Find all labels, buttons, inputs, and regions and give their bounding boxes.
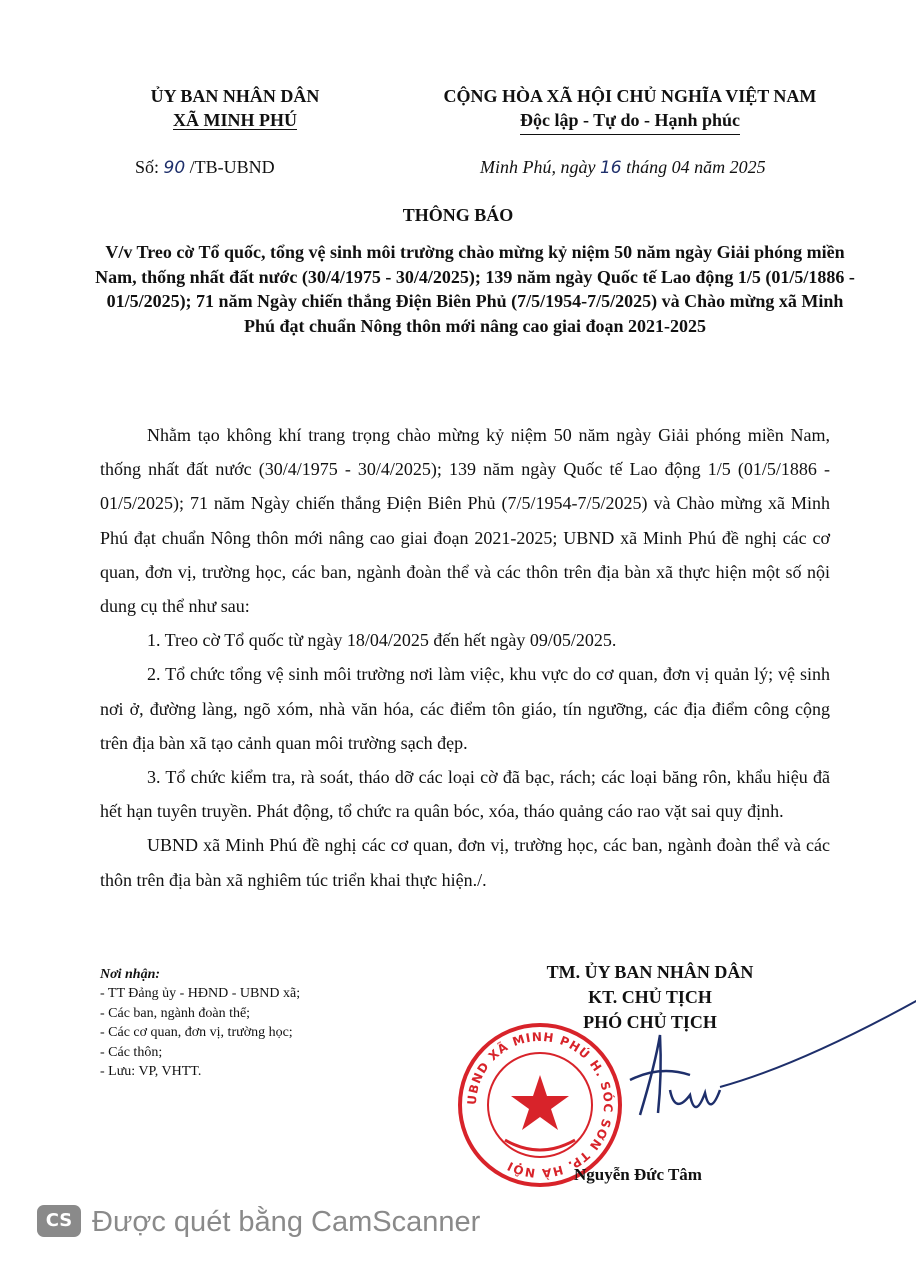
camscanner-logo-icon: CS <box>37 1205 81 1237</box>
document-body <box>100 418 830 897</box>
seal-text: UBND XÃ MINH PHÚ H. SÓC SƠN TP. HÀ NỘI <box>464 1029 616 1181</box>
list-item-2: 2. Tổ chức tổng vệ sinh môi trường nơi làm việc, khu vực do cơ quan, đơn vị quản lý; vệ sinh nơi ở, đường làng, ngõ xóm, nhà văn hóa, các điểm tôn giáo, tín ngưỡng, các địa điểm công cộng trên địa bàn xã tạo cảnh quan môi trường sạch đẹp. <box>100 664 830 753</box>
recipients-heading: Nơi nhận: <box>100 967 161 982</box>
recipient-item: - Lưu: VP, VHTT. <box>100 1064 202 1080</box>
signer-authority: TM. ỦY BAN NHÂN DÂN <box>546 962 754 982</box>
document-number <box>135 157 275 178</box>
camscanner-watermark-text: Được quét bằng CamScanner <box>92 1206 481 1238</box>
docno-handwritten: 90 <box>163 158 186 178</box>
recipient-item: - TT Đảng ủy - HĐND - UBND xã; <box>100 986 301 1002</box>
date-handwritten-day: 16 <box>599 158 622 178</box>
commune-name: XÃ MINH PHÚ <box>173 110 297 130</box>
recipient-item: - Các cơ quan, đơn vị, trường học; <box>100 1025 293 1041</box>
list-item-3: 3. Tổ chức kiểm tra, rà soát, tháo dỡ các loại cờ đã bạc, rách; các loại băng rôn, khẩu hiệu đã hết hạn tuyên truyền. Phát động, tổ chức ra quân bóc, xóa, tháo quảng cáo rao vặt sai quy định. <box>100 767 830 822</box>
document-date <box>480 157 766 178</box>
star-icon <box>511 1075 569 1130</box>
date-suffix: tháng 04 năm 2025 <box>626 157 766 177</box>
recipients-block <box>100 965 300 1081</box>
intro-paragraph: Nhằm tạo không khí trang trọng chào mừng kỷ niệm 50 năm ngày Giải phóng miền Nam, thống nhất đất nước (30/4/1975 - 30/4/2025); 139 năm ngày Quốc tế Lao động 1/5 (01/5/1886 - 01/5/2025); 71 năm Ngày chiến thắng Điện Biên Phủ (7/5/1954-7/5/2025) và Chào mừng xã Minh Phú đạt chuẩn Nông thôn mới nâng cao giai đoạn 2021-2025; UBND xã Minh Phú đề nghị các cơ quan, đơn vị, trường học, các ban, ngành đoàn thể và các thôn trên địa bàn xã thực hiện một số nội dung cụ thể như sau: <box>100 425 830 617</box>
recipient-item: - Các ban, ngành đoàn thể; <box>100 1005 251 1021</box>
signer-name: Nguyễn Đức Tâm <box>574 1165 702 1184</box>
document-title: THÔNG BÁO <box>402 205 514 225</box>
signer-title: PHÓ CHỦ TỊCH <box>583 1012 717 1032</box>
date-prefix: Minh Phú, ngày <box>480 157 596 177</box>
country-name: CỘNG HÒA XÃ HỘI CHỦ NGHĨA VIỆT NAM <box>443 86 817 106</box>
docno-suffix: /TB-UBND <box>189 157 275 177</box>
recipient-item: - Các thôn; <box>100 1044 163 1060</box>
list-item-1: 1. Treo cờ Tổ quốc từ ngày 18/04/2025 đến hết ngày 09/05/2025. <box>147 630 617 651</box>
issuing-organization <box>100 84 370 132</box>
docno-prefix: Số: <box>135 157 160 177</box>
document-subject: V/v Treo cờ Tổ quốc, tổng vệ sinh môi trường chào mừng kỷ niệm 50 năm ngày Giải phóng miền Nam, thống nhất đất nước (30/4/1975 - 30/4/2025); 139 năm ngày Quốc tế Lao động 1/5 (01/5/1886 - 01/5/2025); 71 năm Ngày chiến thắng Điện Biên Phủ (7/5/1954-7/5/2025) và Chào mừng xã Minh Phú đạt chuẩn Nông thôn mới nâng cao giai đoạn 2021-2025 <box>95 242 855 336</box>
signer-role: KT. CHỦ TỊCH <box>588 987 712 1007</box>
closing-paragraph: UBND xã Minh Phú đề nghị các cơ quan, đơn vị, trường học, các ban, ngành đoàn thể và các thôn trên địa bàn xã nghiêm túc triển khai thực hiện./. <box>100 835 830 890</box>
handwritten-signature <box>600 995 916 1145</box>
national-motto: Độc lập - Tự do - Hạnh phúc <box>520 108 740 135</box>
org-name: ỦY BAN NHÂN DÂN <box>150 86 320 106</box>
national-heading <box>370 84 890 135</box>
